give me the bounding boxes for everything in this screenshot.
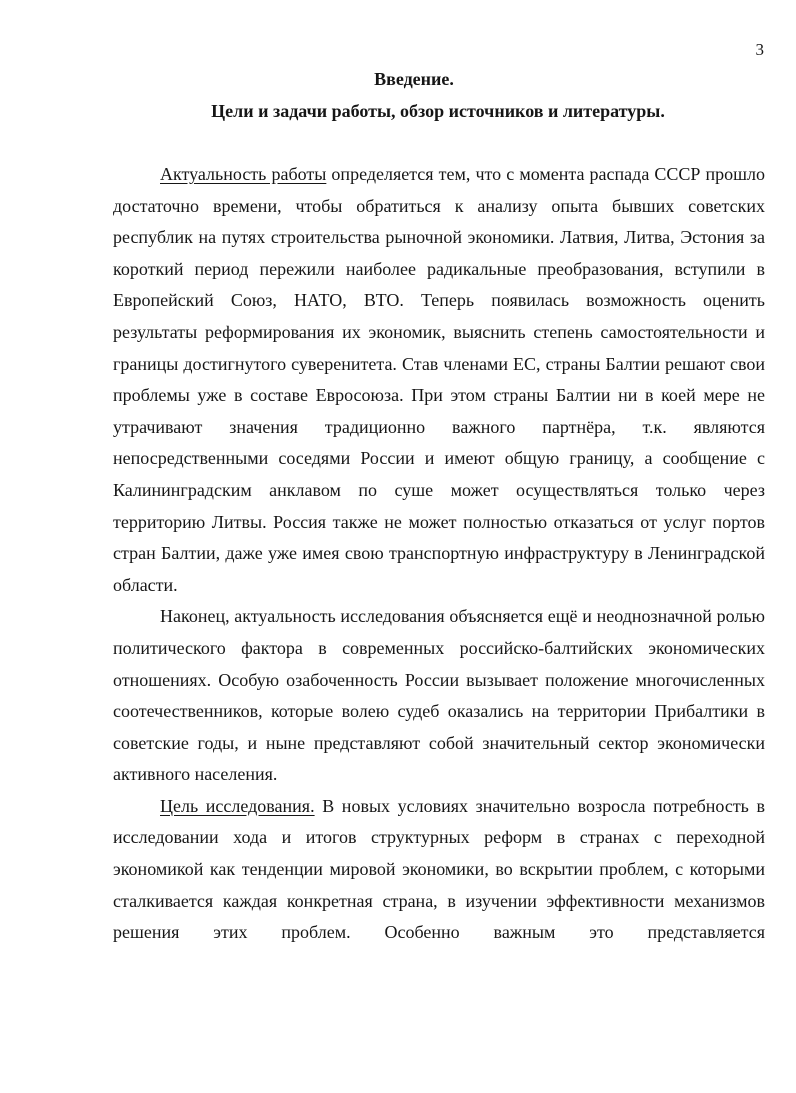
paragraph-relevance — [113, 159, 765, 601]
section-subtitle: Цели и задачи работы, обзор источников и литературы. — [211, 101, 665, 121]
paragraph-research-goal — [113, 791, 765, 949]
paragraph-text-research-goal: В новых условиях значительно возросла потребность в исследовании хода и итогов структурных реформ в странах с переходной экономикой как тенденции мировой экономики, во вскрытии проблем, с которыми сталкивается каждая конкретная страна, в изучении эффективности механизмов решения этих проблем. Особенно важным это представляется — [113, 795, 765, 943]
page-number: 3 — [755, 40, 764, 59]
body-text — [113, 159, 765, 949]
paragraph-lead-relevance: Актуальность работы — [160, 164, 327, 184]
paragraph-lead-research-goal: Цель исследования. — [160, 795, 315, 816]
paragraph-political-factor — [113, 601, 765, 791]
paragraph-text-relevance: определяется тем, что с момента распада СССР прошло достаточно времени, чтобы обратиться к анализу опыта бывших советских республик на путях строительства рыночной экономики. Латвия, Литва, Эстония за короткий период пережили наиболее радикальные преобразования, вступили в Европейский Союз, НАТО, ВТО. Теперь появилась возможность оценить результаты реформирования их экономик, выяснить степень самостоятельности и границы достигнутого суверенитета. Став членами ЕС, страны Балтии решают свои проблемы уже в составе Евросоюза. При этом страны Балтии ни в коей мере не утрачивают значения традиционно важного партнёра, т.к. являются непосредственными соседями России и имеют общую границу, а сообщение с Калининградским анклавом по суше может осуществляться только через территорию Литвы. Россия также не может полностью отказаться от услуг портов стран Балтии, даже уже имея свою транспортную инфраструктуру в Ленинградской области. — [113, 164, 765, 595]
section-title: Введение. — [374, 69, 454, 89]
paragraph-text-political-factor: Наконец, актуальность исследования объясняется ещё и неоднозначной ролью политического фактора в современных российско-балтийских экономических отношениях. Особую озабоченность России вызывает положение многочисленных соотечественников, которые волею судеб оказались на территории Прибалтики в советские годы, и ныне представляют собой значительный сектор экономически активного населения. — [113, 606, 765, 785]
